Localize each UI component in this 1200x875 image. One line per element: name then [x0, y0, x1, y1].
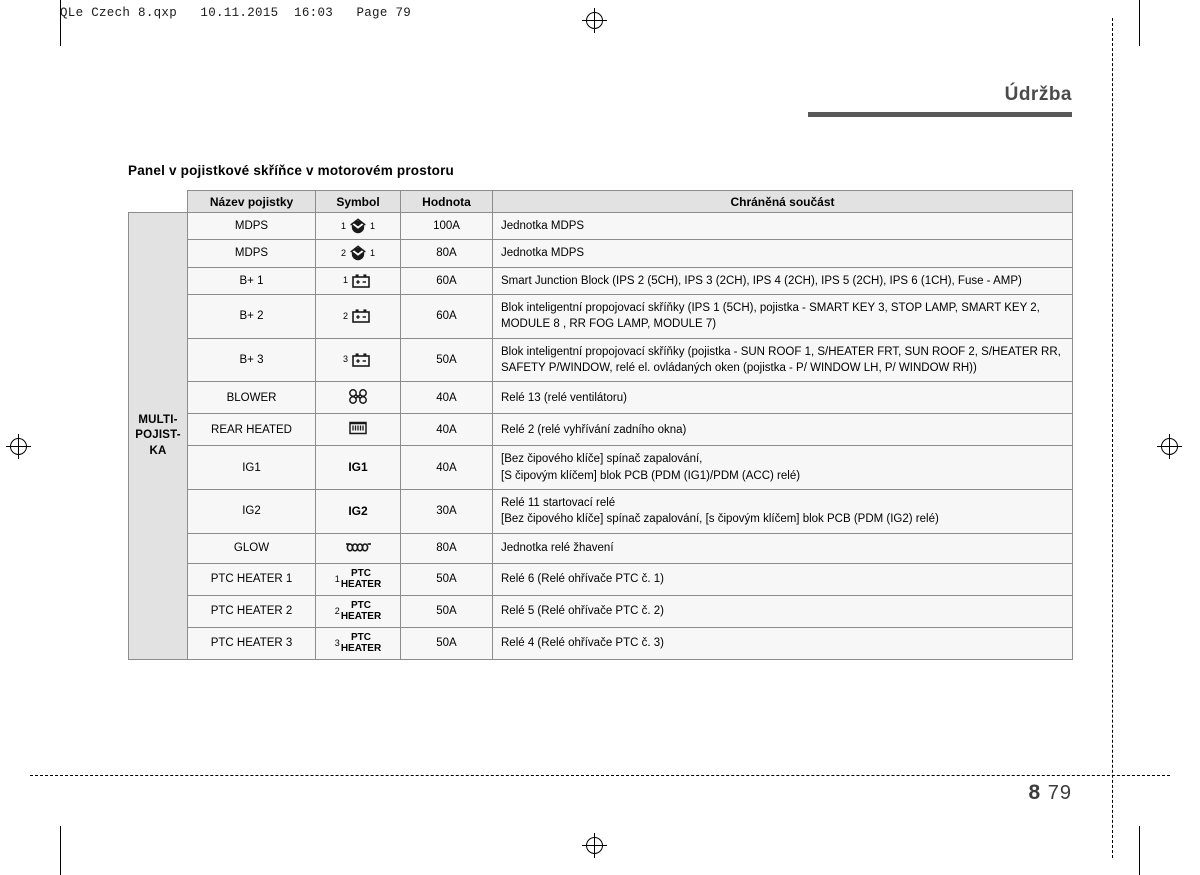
fuse-panel-table-wrap — [128, 190, 1072, 660]
rear-window-defroster-icon — [345, 418, 371, 438]
fuse-description-cell: Smart Junction Block (IPS 2 (5CH), IPS 3 (2CH), IPS 4 (2CH), IPS 5 (2CH), IPS 6 (1CH), Fuse - AMP) — [493, 267, 1073, 294]
table-row — [129, 338, 1073, 382]
fuse-description-cell: Relé 13 (relé ventilátoru) — [493, 382, 1073, 414]
table-row — [129, 414, 1073, 446]
fuse-rating-cell: 50A — [401, 595, 493, 627]
fuse-rating-cell: 40A — [401, 446, 493, 490]
fuse-name-cell: B+ 3 — [188, 338, 316, 382]
fuse-symbol-cell — [316, 338, 401, 382]
symbol-superscript: 1 — [334, 573, 340, 584]
glow-plug-icon — [343, 538, 373, 556]
fuse-rating-cell: 60A — [401, 267, 493, 294]
table-row — [129, 627, 1073, 659]
trim-line-right — [1112, 18, 1113, 858]
column-header-value: Hodnota — [401, 191, 493, 213]
fuse-symbol-cell — [316, 267, 401, 294]
fuse-name-cell: PTC HEATER 1 — [188, 563, 316, 595]
fuse-group-label: MULTI- POJIST- KA — [129, 213, 188, 660]
table-row — [129, 533, 1073, 563]
fuse-rating-cell: 80A — [401, 533, 493, 563]
fuse-description-cell: Jednotka MDPS — [493, 213, 1073, 240]
fuse-description-cell: Blok inteligentní propojovací skříňky (pojistka - SUN ROOF 1, S/HEATER FRT, SUN ROOF 2, S/HEATER RR, SAFETY P/WINDOW, relé el. ovládaných oken (pojistka - P/ WINDOW LH, P/ WINDOW RH)) — [493, 338, 1073, 382]
fuse-name-cell: BLOWER — [188, 382, 316, 414]
fuse-description-cell: Relé 11 startovací relé [Bez čipového klíče] spínač zapalování, [s čipovým klíčem] blok PCB (PDM (IG2) relé) — [493, 489, 1073, 533]
chapter-title: Údržba — [1004, 84, 1072, 105]
registration-mark-right — [1161, 438, 1178, 455]
fuse-name-cell: REAR HEATED — [188, 414, 316, 446]
fuse-name-cell: MDPS — [188, 213, 316, 240]
table-row — [129, 213, 1073, 240]
table-row — [129, 563, 1073, 595]
mdps-icon — [347, 217, 369, 235]
symbol-subscript: 1 — [370, 220, 376, 231]
fuse-rating-cell: 100A — [401, 213, 493, 240]
fuse-name-cell: GLOW — [188, 533, 316, 563]
fuse-description-cell: Relé 6 (Relé ohřívače PTC č. 1) — [493, 563, 1073, 595]
header-rule-mask — [128, 112, 808, 117]
table-row — [129, 446, 1073, 490]
symbol-superscript: 2 — [340, 247, 346, 258]
ptc-heater-label: PTC HEATER — [340, 631, 382, 655]
symbol-superscript: 3 — [342, 354, 348, 365]
folio-chapter: 8 — [1028, 781, 1042, 804]
table-header-row — [129, 191, 1073, 213]
mdps-icon — [347, 244, 369, 262]
column-header-protected-component: Chráněná součást — [493, 191, 1073, 213]
fuse-name-cell: MDPS — [188, 240, 316, 267]
symbol-text-label: IG2 — [348, 503, 368, 518]
table-row — [129, 489, 1073, 533]
fuse-description-cell: Relé 2 (relé vyhřívání zadního okna) — [493, 414, 1073, 446]
header-spacer — [129, 191, 188, 213]
fuse-rating-cell: 60A — [401, 294, 493, 338]
fuse-name-cell: IG2 — [188, 489, 316, 533]
fuse-symbol-cell — [316, 595, 401, 627]
battery-icon — [349, 351, 373, 369]
fuse-name-cell: B+ 1 — [188, 267, 316, 294]
registration-mark-top — [586, 12, 603, 29]
fuse-name-cell: PTC HEATER 2 — [188, 595, 316, 627]
fuse-rating-cell: 40A — [401, 414, 493, 446]
column-header-symbol: Symbol — [316, 191, 401, 213]
crop-mark-bottom-left — [60, 826, 61, 875]
ptc-heater-label: PTC HEATER — [340, 599, 382, 623]
fuse-name-cell: IG1 — [188, 446, 316, 490]
fuse-rating-cell: 40A — [401, 382, 493, 414]
section-title: Panel v pojistkové skříňce v motorovém prostoru — [128, 163, 454, 178]
symbol-superscript: 1 — [340, 220, 346, 231]
ptc-heater-label: PTC HEATER — [340, 567, 382, 591]
fuse-symbol-cell — [316, 213, 401, 240]
print-slug-line: QLe Czech 8.qxp 10.11.2015 16:03 Page 79 — [60, 6, 412, 20]
fuse-rating-cell: 50A — [401, 338, 493, 382]
table-row — [129, 382, 1073, 414]
table-row — [129, 595, 1073, 627]
registration-mark-left — [10, 438, 27, 455]
symbol-text-label: IG1 — [348, 460, 368, 475]
blower-fan-icon — [345, 386, 371, 406]
symbol-superscript: 3 — [334, 637, 340, 648]
table-row — [129, 240, 1073, 267]
fuse-name-cell: PTC HEATER 3 — [188, 627, 316, 659]
crop-mark-top-right — [1139, 0, 1140, 46]
fuse-symbol-cell — [316, 563, 401, 595]
fuse-rating-cell: 50A — [401, 563, 493, 595]
symbol-superscript: 2 — [334, 605, 340, 616]
fuse-rating-cell: 80A — [401, 240, 493, 267]
battery-icon — [349, 307, 373, 325]
fuse-rating-cell: 30A — [401, 489, 493, 533]
table-body — [129, 213, 1073, 660]
table-row — [129, 294, 1073, 338]
fuse-description-cell: Blok inteligentní propojovací skříňky (IPS 1 (5CH), pojistka - SMART KEY 3, STOP LAMP, SMART KEY 2, MODULE 8 , RR FOG LAMP, MODULE 7) — [493, 294, 1073, 338]
fuse-description-cell: Jednotka relé žhavení — [493, 533, 1073, 563]
symbol-subscript: 1 — [370, 247, 376, 258]
fuse-panel-table — [128, 190, 1073, 660]
fuse-description-cell: [Bez čipového klíče] spínač zapalování, [S čipovým klíčem] blok PCB (PDM (IG1)/PDM (ACC) relé) — [493, 446, 1073, 490]
registration-mark-bottom — [586, 837, 603, 854]
table-row — [129, 267, 1073, 294]
fuse-symbol-cell — [316, 414, 401, 446]
fuse-symbol-cell — [316, 446, 401, 490]
fuse-description-cell: Relé 5 (Relé ohřívače PTC č. 2) — [493, 595, 1073, 627]
fuse-symbol-cell — [316, 627, 401, 659]
symbol-superscript: 1 — [342, 275, 348, 286]
fuse-symbol-cell — [316, 533, 401, 563]
fuse-description-cell: Jednotka MDPS — [493, 240, 1073, 267]
fuse-name-cell: B+ 2 — [188, 294, 316, 338]
symbol-superscript: 2 — [342, 310, 348, 321]
fuse-symbol-cell — [316, 489, 401, 533]
table-header — [129, 191, 1073, 213]
fuse-symbol-cell — [316, 382, 401, 414]
fuse-description-cell: Relé 4 (Relé ohřívače PTC č. 3) — [493, 627, 1073, 659]
trim-line-bottom — [30, 775, 1170, 776]
folio-page: 79 — [1047, 782, 1072, 804]
column-header-name: Název pojistky — [188, 191, 316, 213]
battery-icon — [349, 272, 373, 290]
fuse-symbol-cell — [316, 294, 401, 338]
fuse-symbol-cell — [316, 240, 401, 267]
crop-mark-bottom-right — [1139, 826, 1140, 875]
fuse-rating-cell: 50A — [401, 627, 493, 659]
page-folio — [1029, 781, 1073, 805]
